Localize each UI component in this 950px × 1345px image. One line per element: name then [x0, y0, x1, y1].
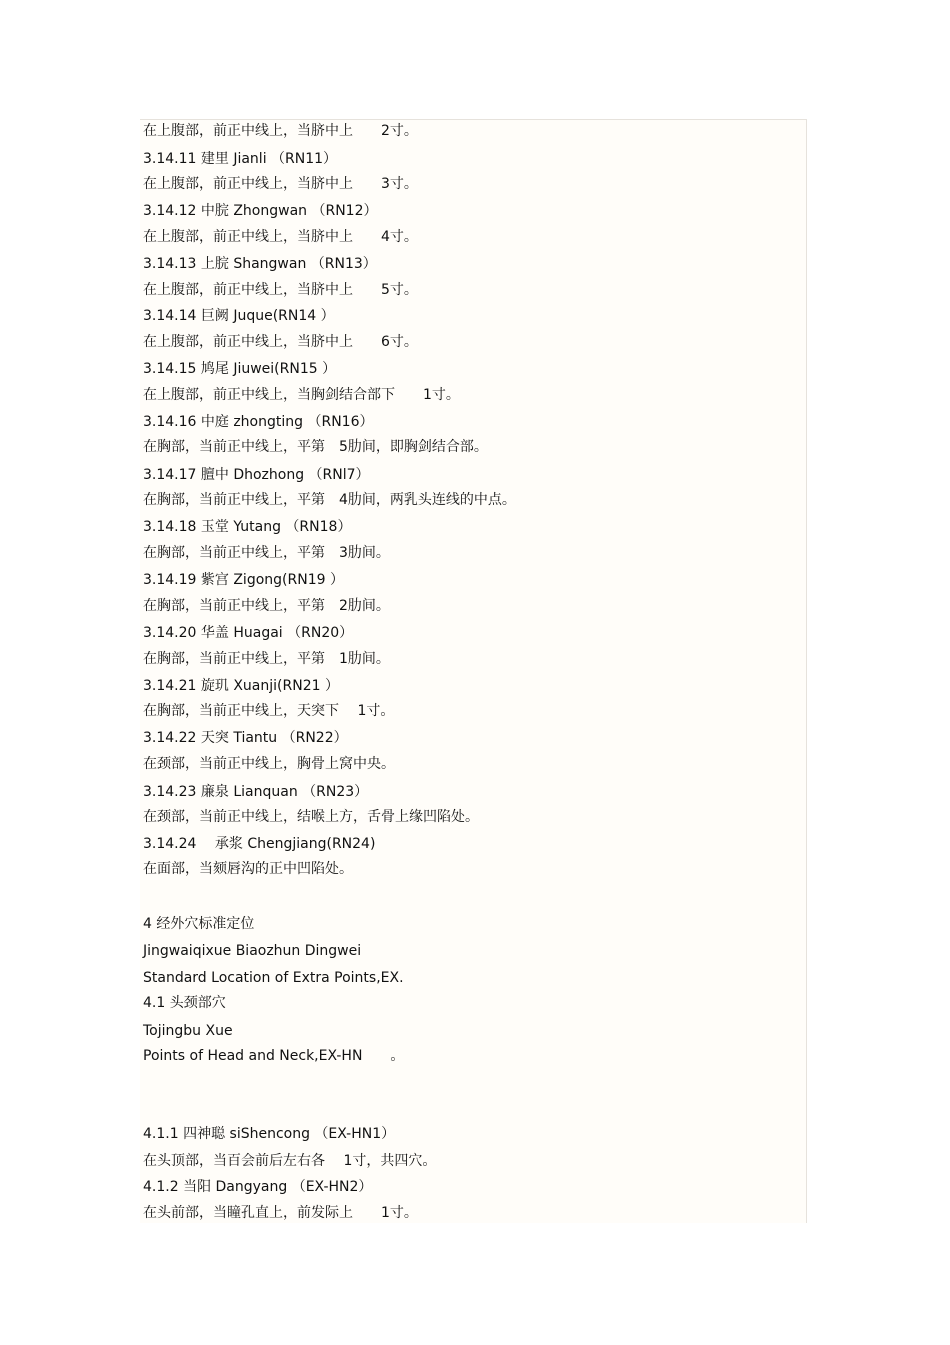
section-heading: 3.14.14 巨阙 Juque(RN14 ）: [143, 308, 335, 324]
subchapter-pinyin: Tojingbu Xue: [143, 1023, 233, 1039]
section-heading: 4.1.1 四神聪 siShencong （EX-HN1）: [143, 1126, 396, 1142]
chapter-heading: 4 经外穴标准定位: [143, 916, 255, 932]
section-heading: 3.14.21 旋玑 Xuanji(RN21 ）: [143, 678, 339, 694]
text-line: 在颈部，当前正中线上，胸骨上窝中央。: [143, 756, 395, 772]
text-line: 在胸部，当前正中线上，平第 2肋间。: [143, 598, 390, 614]
text-line: 在上腹部，前正中线上，当脐中上 3寸。: [143, 176, 418, 192]
section-heading: 3.14.11 建里 Jianli （RN11）: [143, 151, 338, 167]
section-heading: 3.14.20 华盖 Huagai （RN20）: [143, 625, 354, 641]
section-heading: 3.14.16 中庭 zhongting （RN16）: [143, 414, 374, 430]
text-line: 在胸部，当前正中线上，平第 1肋间。: [143, 651, 390, 667]
text-line: 在面部，当颏唇沟的正中凹陷处。: [143, 861, 353, 877]
text-line: 在上腹部，前正中线上，当脐中上 2寸。: [143, 123, 418, 139]
chapter-pinyin: Jingwaiqixue Biaozhun Dingwei: [143, 943, 362, 959]
text-line: 在胸部，当前正中线上，天突下 1寸。: [143, 703, 395, 719]
text-line: 在颈部，当前正中线上，结喉上方，舌骨上缘凹陷处。: [143, 809, 479, 825]
section-heading: 3.14.18 玉堂 Yutang （RN18）: [143, 519, 352, 535]
subchapter-english: Points of Head and Neck,EX-HN 。: [143, 1048, 405, 1064]
text-line: 在胸部，当前正中线上，平第 3肋间。: [143, 545, 390, 561]
text-line: 在胸部，当前正中线上，平第 5肋间，即胸剑结合部。: [143, 439, 488, 455]
section-heading: 3.14.17 膻中 Dhozhong （RNl7）: [143, 467, 370, 483]
section-heading: 4.1.2 当阳 Dangyang （EX-HN2）: [143, 1179, 373, 1195]
text-line: 在胸部，当前正中线上，平第 4肋间，两乳头连线的中点。: [143, 492, 516, 508]
section-heading: 3.14.19 紫宫 Zigong(RN19 ）: [143, 572, 344, 588]
section-heading: 3.14.12 中脘 Zhongwan （RN12）: [143, 203, 378, 219]
section-heading: 3.14.24 承浆 Chengjiang(RN24): [143, 836, 376, 852]
text-line: 在上腹部，前正中线上，当脐中上 5寸。: [143, 282, 418, 298]
chapter-english: Standard Location of Extra Points,EX.: [143, 970, 404, 986]
text-line: 在上腹部，前正中线上，当脐中上 4寸。: [143, 229, 418, 245]
section-heading: 3.14.13 上脘 Shangwan （RN13）: [143, 256, 377, 272]
section-heading: 3.14.23 廉泉 Lianquan （RN23）: [143, 784, 369, 800]
text-line: 在上腹部，前正中线上，当脐中上 6寸。: [143, 334, 418, 350]
text-line: 在上腹部，前正中线上，当胸剑结合部下 1寸。: [143, 387, 460, 403]
text-line: 在头顶部，当百会前后左右各 1寸，共四穴。: [143, 1153, 437, 1169]
section-heading: 3.14.22 天突 Tiantu （RN22）: [143, 730, 348, 746]
text-line: 在头前部，当瞳孔直上，前发际上 1寸。: [143, 1205, 418, 1221]
subchapter-heading: 4.1 头颈部穴: [143, 995, 226, 1011]
section-heading: 3.14.15 鸠尾 Jiuwei(RN15 ）: [143, 361, 337, 377]
